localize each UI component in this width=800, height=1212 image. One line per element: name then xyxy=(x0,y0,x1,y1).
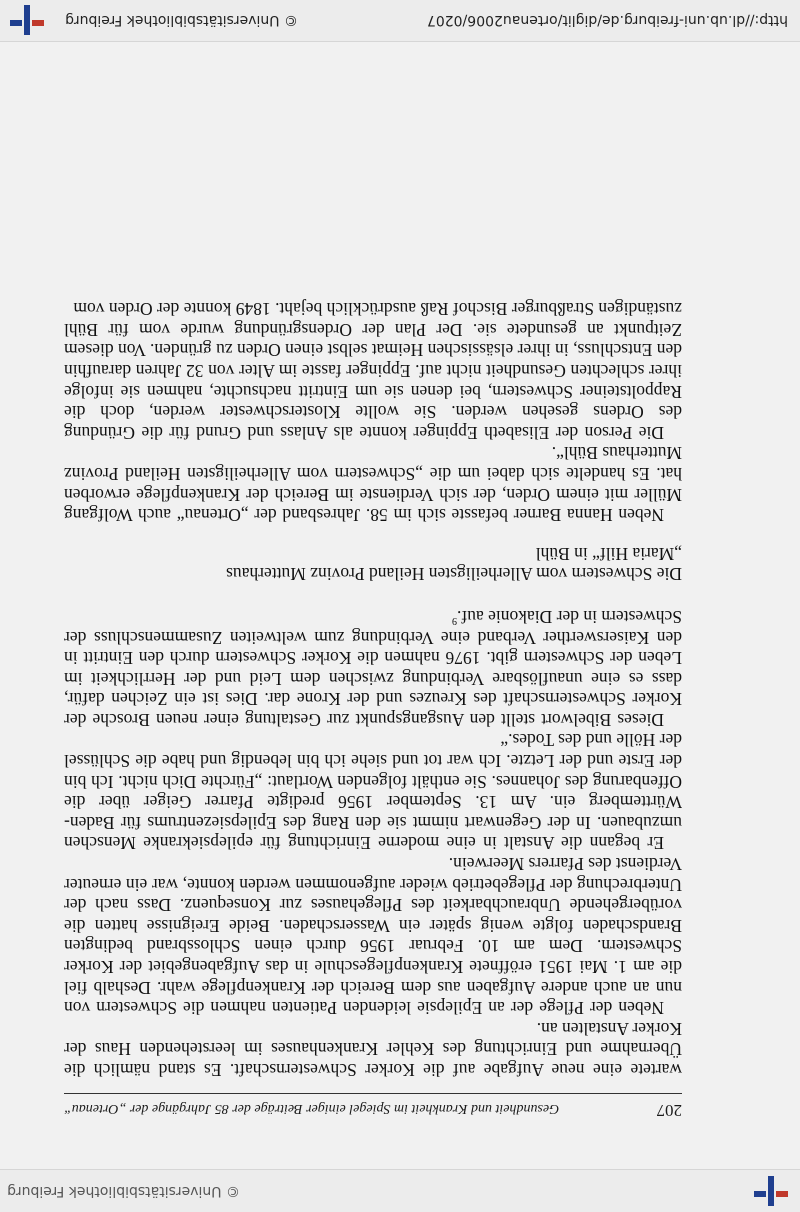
paragraph: Neben der Pflege der an Epilepsie leidenden Patienten nahmen die Schwestern von nun an auch andere Aufgaben aus dem Bereich der Krankenpflege wahr. Deshalb fiel die am 1. Mai 1951 eröffnete Krankenpflegeschule in das Aufgabengebiet der Korker Schwestern. Dem am 10. Februar 1956 durch einen Schlossbrand bedingten Brandschaden folgte wenig später ein Wasserschaden. Beide Ereignisse hatten die vorübergehende Unbrauchbarkeit des Pflegehauses zur Konsequenz. Dass nach der Unterbrechung der Pflegebetrieb wieder aufgenommen werden konnte, war ein erneuter Verdienst des Pfarrers Meerwein. xyxy=(64,854,682,1019)
viewer-bottom-bar xyxy=(0,0,800,42)
library-credit: © Universitätsbibliothek Freiburg xyxy=(65,12,298,28)
section-heading-line-1: Die Schwestern vom Allerheiligsten Heiland Provinz Mutterhaus xyxy=(226,564,682,585)
running-head-title: Gesundheit und Krankheit im Spiegel einiger Beiträge der 85 Jahrgänge der „Ortenau“ xyxy=(64,1101,560,1116)
header-rule xyxy=(64,1093,682,1094)
page-url[interactable]: http://dl.ub.uni-freiburg.de/diglit/ortenau2006/0207 xyxy=(426,12,788,28)
footnote-marker: 9 xyxy=(452,614,457,626)
viewer-top-bar xyxy=(0,1169,800,1212)
paragraph: Neben Hanna Barner befasste sich im 58. Jahresband der „Ortenau“ auch Wolfgang Müller mit einem Orden, der sich Verdienste im Bereich der Krankenpflege erworben hat. Es handelte sich dabei um die „Schwestern vom Allerheiligsten Heiland Provinz Mutterhaus Bühl“. xyxy=(64,443,682,526)
paragraph: wartete eine neue Aufgabe auf die Korker Schwesternschaft. Es stand nämlich die Übernahme und Einrichtung des Kehler Krankenhauses im leerstehenden Haus der Korker Anstalten an. xyxy=(64,1018,682,1080)
paragraph: Er begann die Anstalt in eine moderne Einrichtung für epilepsiekranke Menschen umzubauen. In der Gegenwart nimmt sie den Rang des Epilepsiezentrums für Baden-Württemberg ein. Am 13. September 1956 predigte Pfarrer Geiger über die Offenbarung des Johannes. Sie enthält folgenden Wortlaut: „Fürchte Dich nicht. Ich bin der Erste und der Letzte. Ich war tot und siehe ich bin lebendig und habe die Schlüssel der Hölle und des Todes.“ xyxy=(64,730,682,854)
paragraph xyxy=(64,606,682,730)
body-text xyxy=(64,299,682,1080)
university-logo-icon xyxy=(754,1176,788,1206)
section-heading xyxy=(64,543,682,584)
copyright-label: © Universitätsbibliothek Freiburg xyxy=(7,1183,240,1199)
page-number: 207 xyxy=(656,1101,682,1120)
paragraph: Die Person der Elisabeth Eppinger konnte als Anlass und Grund für die Gründung des Ordens gesehen werden. Sie wollte Klosterschwester werden, doch die Rappoltsteiner Schwestern, bei denen sie um Eintritt nachsuchte, nahmen sie infolge ihrer schlechten Gesundheit nicht auf. Eppinger fasste im Alter von 32 Jahren daraufhin den Entschluss, in ihrer elsässischen Heimat selbst einen Orden zu gründen. Von diesem Zeitpunkt an gesundete sie. Der Plan der Ordensgründung wurde vom für Bühl zuständigen Straßburger Bischof Raß ausdrücklich bejaht. 1849 konnte der Orden vom xyxy=(64,299,682,443)
university-logo-icon xyxy=(10,5,44,35)
section-heading-line-2: „Maria Hilf“ in Bühl xyxy=(535,543,682,564)
paragraph-text: Dieses Bibelwort stellt den Ausgangspunkt zur Gestaltung einer neuen Brosche der Korker Schwesternschaft des Kreuzes und der Krone dar. Dies ist ein Zeichen dafür, dass es eine unauflösbare Verbindung zwischen dem Leid und der Herrlichkeit im Leben der Schwestern gibt. 1976 nahmen die Korker Schwestern durch den Eintritt in den Kaiserswerther Verband eine Verbindung zum weltweiten Zusammenschluss der Schwestern in der Diakonie auf. xyxy=(64,606,682,730)
